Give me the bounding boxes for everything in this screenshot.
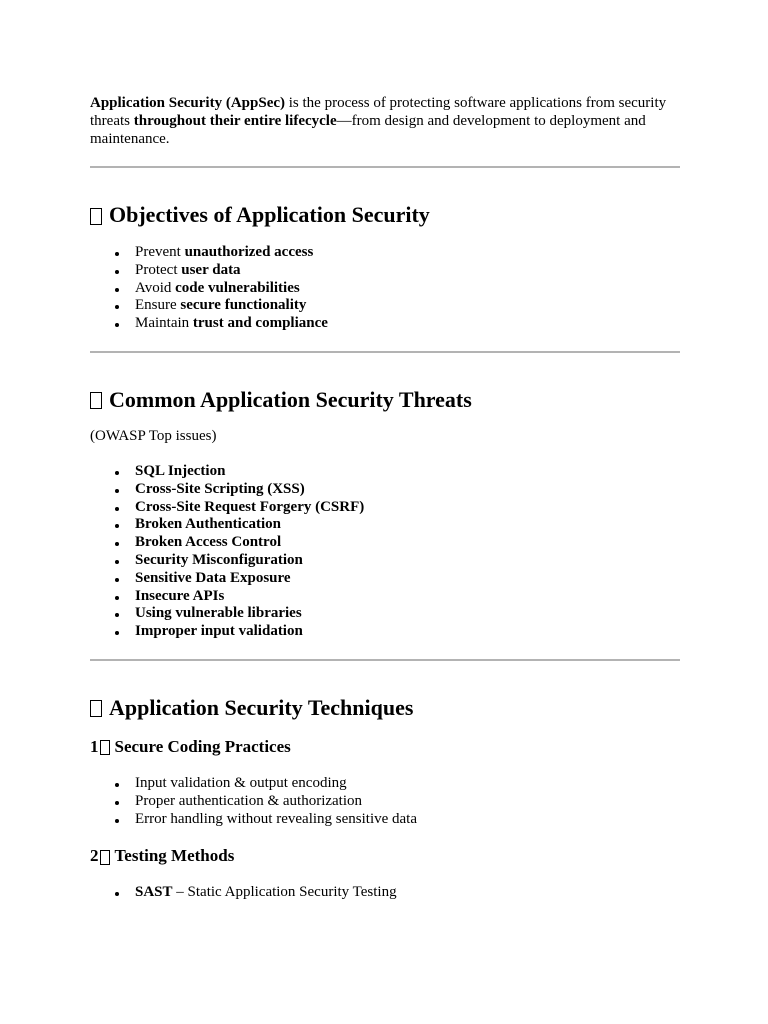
missing-glyph-icon bbox=[100, 740, 110, 755]
list-item bbox=[90, 516, 680, 534]
list-item bbox=[90, 481, 680, 499]
secure-coding-heading bbox=[90, 737, 680, 757]
item-bold: secure functionality bbox=[180, 297, 307, 314]
missing-glyph-icon bbox=[90, 392, 102, 409]
item-text: Ensure bbox=[135, 297, 181, 314]
secure-coding-list bbox=[90, 775, 680, 828]
item-bold: trust and compliance bbox=[192, 315, 328, 332]
item-bold: Cross-Site Request Forgery (CSRF) bbox=[135, 498, 365, 515]
threats-list bbox=[90, 463, 680, 641]
list-item bbox=[90, 884, 680, 902]
list-item bbox=[90, 552, 680, 570]
objectives-heading-text: Objectives of Application Security bbox=[109, 202, 430, 227]
item-text: Prevent bbox=[135, 244, 185, 260]
item-bold: Improper input validation bbox=[135, 623, 303, 640]
item-bold: Broken Access Control bbox=[135, 534, 282, 551]
techniques-heading bbox=[90, 695, 680, 721]
intro-term: Application Security (AppSec) bbox=[90, 95, 285, 111]
item-bold: Security Misconfiguration bbox=[135, 551, 303, 568]
item-bold: Using vulnerable libraries bbox=[135, 605, 302, 622]
list-item bbox=[90, 588, 680, 606]
divider bbox=[90, 351, 680, 353]
item-text: Input validation & output encoding bbox=[135, 774, 347, 791]
list-item bbox=[90, 499, 680, 517]
step-number: 2 bbox=[90, 846, 99, 866]
item-text: Maintain bbox=[135, 315, 193, 332]
step-number: 1 bbox=[90, 736, 99, 756]
item-text: Avoid bbox=[135, 279, 176, 296]
list-item bbox=[90, 262, 680, 280]
list-item bbox=[90, 605, 680, 623]
item-bold: unauthorized access bbox=[184, 244, 314, 260]
intro-text: is the process of protecting software applications from security threats bbox=[90, 95, 667, 129]
divider bbox=[90, 166, 680, 168]
list-item bbox=[90, 793, 680, 811]
item-bold: code vulnerabilities bbox=[175, 279, 300, 296]
item-bold: Broken Authentication bbox=[135, 516, 281, 533]
threats-heading bbox=[90, 387, 680, 413]
item-bold: SQL Injection bbox=[135, 462, 226, 479]
objectives-heading bbox=[90, 202, 680, 228]
list-item bbox=[90, 315, 680, 333]
list-item bbox=[90, 280, 680, 298]
threats-heading-text: Common Application Security Threats bbox=[109, 386, 472, 412]
objectives-list bbox=[90, 244, 680, 333]
divider bbox=[90, 659, 680, 661]
item-text: – Static Application Security Testing bbox=[172, 884, 397, 901]
item-bold: Cross-Site Scripting (XSS) bbox=[135, 480, 305, 497]
item-text: Proper authentication & authorization bbox=[135, 792, 363, 809]
intro-text-end: —from design and development to deployment and maintenance. bbox=[90, 113, 646, 147]
list-item bbox=[90, 811, 680, 829]
item-bold: Sensitive Data Exposure bbox=[135, 569, 291, 586]
intro-paragraph bbox=[90, 94, 680, 148]
document-body bbox=[90, 94, 680, 902]
item-bold: SAST bbox=[135, 884, 173, 901]
list-item bbox=[90, 463, 680, 481]
missing-glyph-icon bbox=[100, 850, 110, 865]
list-item bbox=[90, 534, 680, 552]
list-item bbox=[90, 297, 680, 315]
testing-methods-heading bbox=[90, 846, 680, 866]
list-item bbox=[90, 244, 680, 262]
list-item bbox=[90, 570, 680, 588]
testing-methods-heading-text: Testing Methods bbox=[114, 846, 235, 866]
testing-methods-list bbox=[90, 884, 680, 902]
missing-glyph-icon bbox=[90, 700, 102, 717]
item-text: Protect bbox=[135, 261, 182, 278]
item-bold: user data bbox=[181, 261, 241, 278]
missing-glyph-icon bbox=[90, 208, 102, 225]
item-text: Error handling without revealing sensitive data bbox=[135, 810, 418, 827]
list-item bbox=[90, 623, 680, 641]
item-bold: Insecure APIs bbox=[135, 587, 225, 604]
techniques-heading-text: Application Security Techniques bbox=[109, 694, 414, 720]
secure-coding-heading-text: Secure Coding Practices bbox=[114, 736, 291, 756]
list-item bbox=[90, 775, 680, 793]
threats-note: (OWASP Top issues) bbox=[90, 427, 217, 444]
intro-emphasis: throughout their entire lifecycle bbox=[133, 113, 337, 129]
